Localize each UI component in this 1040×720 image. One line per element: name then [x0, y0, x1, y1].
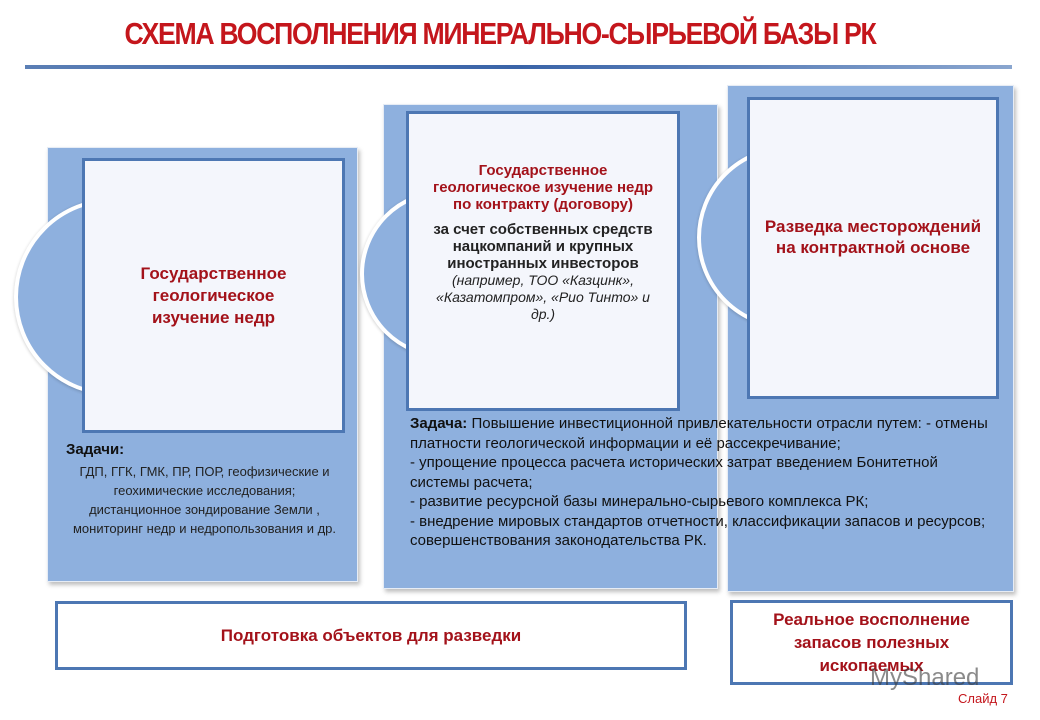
slide-title: СХЕМА ВОСПОЛНЕНИЯ МИНЕРАЛЬНО-СЫРЬЕВОЙ БАЗЫ РК	[124, 16, 876, 51]
stage1-heading: Государственное геологическое изучение недр	[140, 263, 287, 327]
stage2-task-line: - внедрение мировых стандартов отчетности, классификации запасов и ресурсов; совершенствования законодательства РК.	[410, 512, 986, 549]
stage2-examples: (например, ТОО «Казцинк», «Казатомпром», «Рио Тинто» и др.)	[436, 272, 650, 322]
bottom-left-text: Подготовка объектов для разведки	[220, 625, 522, 645]
stage2-task-label: Задача:	[410, 415, 468, 432]
bottom-left-box	[55, 601, 687, 670]
stage2-task-line: Повышение инвестиционной привлекательности отрасли путем: - отмены платности геологической информации и её рассекречивание;	[410, 415, 988, 452]
stage2-box	[406, 111, 680, 411]
stage2-task	[410, 414, 1000, 551]
stage1-tasks-label: Задачи:	[66, 441, 125, 458]
stage1-box	[82, 158, 345, 433]
stage2-task-line: - упрощение процесса расчета исторических затрат введением Бонитетной системы расчета;	[410, 454, 938, 491]
stage2-heading: Государственное геологическое изучение недр по контракту (договору)	[432, 162, 654, 213]
watermark: MyShared	[870, 664, 980, 691]
slide-number: Слайд 7	[958, 691, 1008, 706]
stage2-task-line: - развитие ресурсной базы минерально-сырьевого комплекса РК;	[410, 493, 869, 510]
stage3-heading: Разведка месторождений на контрактной основе	[764, 217, 982, 257]
stage3-box	[747, 97, 999, 399]
stage2-funding: за счет собственных средств нацкомпаний и крупных иностранных инвесторов	[433, 221, 653, 272]
title-divider	[25, 65, 1012, 69]
stage1-tasks-text: ГДП, ГГК, ГМК, ПР, ПОР, геофизические и геохимические исследования; дистанционное зондирование Земли , мониторинг недр и недропользования и др.	[72, 464, 337, 536]
bottom-right-text: Реальное восполнение запасов полезных ископаемых	[773, 610, 970, 675]
